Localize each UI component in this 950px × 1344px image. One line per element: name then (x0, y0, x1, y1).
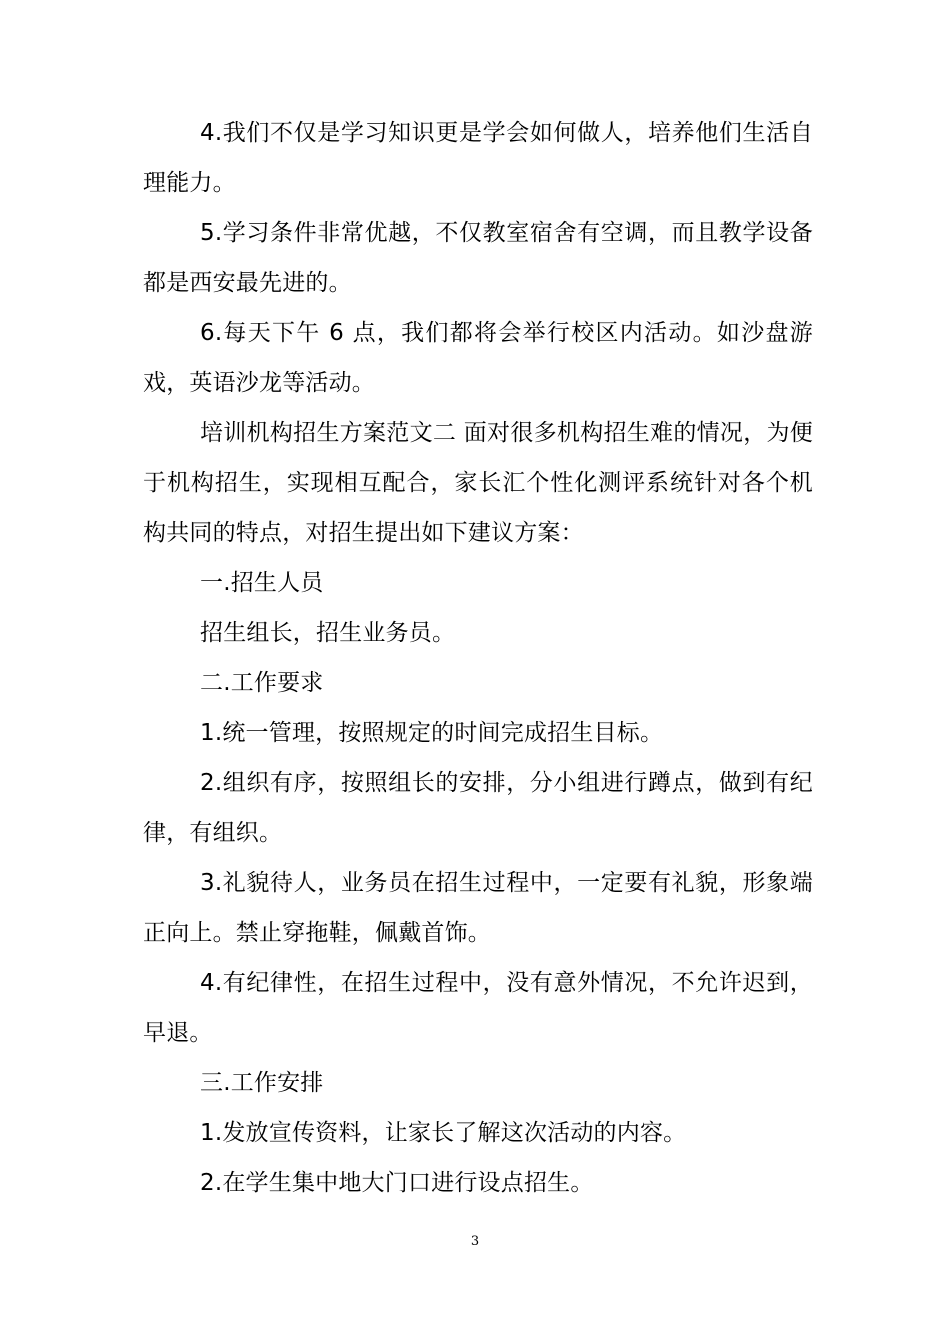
document-body (143, 108, 813, 1208)
section-heading-requirements: 二.工作要求 (200, 670, 324, 696)
requirement-item-3: 3.礼貌待人，业务员在招生过程中，一定要有礼貌，形象端正向上。禁止穿拖鞋，佩戴首饰。 (143, 870, 813, 946)
arrangement-item-1: 1.发放宣传资料，让家长了解这次活动的内容。 (200, 1120, 687, 1146)
paragraph-item-6: 6.每天下午 6 点，我们都将会举行校区内活动。如沙盘游戏，英语沙龙等活动。 (143, 320, 813, 396)
requirement-item-2: 2.组织有序，按照组长的安排，分小组进行蹲点，做到有纪律，有组织。 (143, 770, 813, 846)
paragraph-sample-two-intro: 培训机构招生方案范文二 面对很多机构招生难的情况，为便于机构招生，实现相互配合，家长汇个性化测评系统针对各个机构共同的特点，对招生提出如下建议方案： (143, 420, 813, 546)
requirement-item-4: 4.有纪律性，在招生过程中，没有意外情况，不允许迟到，早退。 (143, 970, 813, 1046)
arrangement-item-2: 2.在学生集中地大门口进行设点招生。 (200, 1170, 594, 1196)
paragraph-item-5: 5.学习条件非常优越，不仅教室宿舍有空调，而且教学设备都是西安最先进的。 (143, 220, 813, 296)
page-number: 3 (470, 1234, 480, 1249)
paragraph-staff: 招生组长，招生业务员。 (200, 620, 456, 646)
requirement-item-1: 1.统一管理，按照规定的时间完成招生目标。 (200, 720, 664, 746)
paragraph-item-4: 4.我们不仅是学习知识更是学会如何做人，培养他们生活自理能力。 (143, 120, 813, 196)
section-heading-staff: 一.招生人员 (200, 570, 324, 596)
section-heading-arrangement: 三.工作安排 (200, 1070, 324, 1096)
